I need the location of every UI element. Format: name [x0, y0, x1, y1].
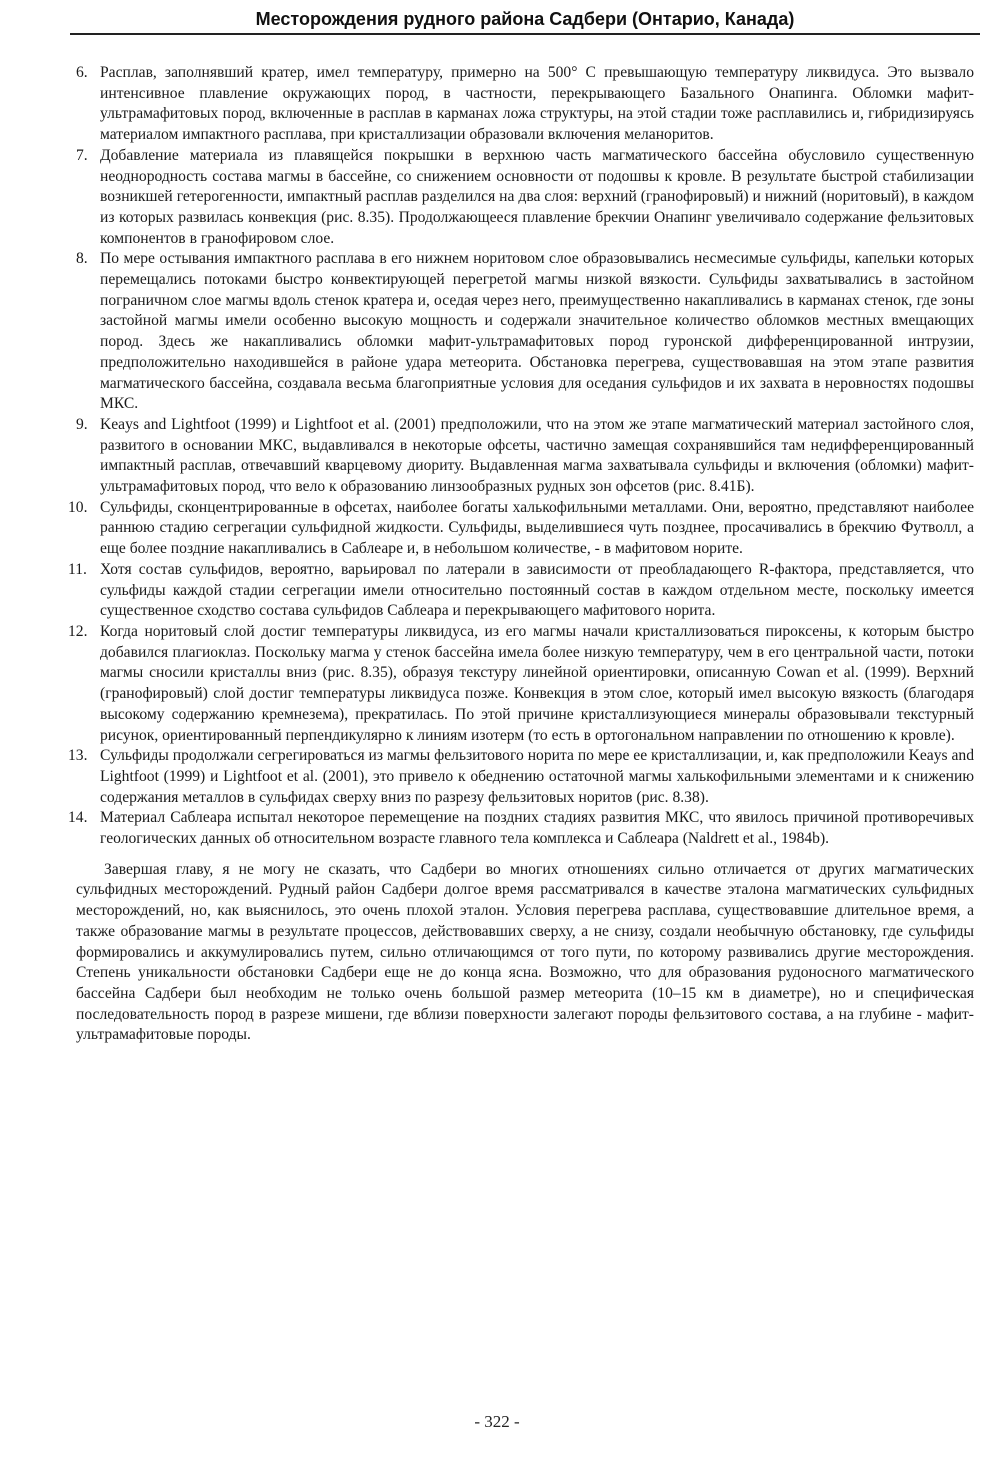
- item-number: 6.: [76, 64, 88, 81]
- list-item: [76, 249, 974, 415]
- item-text: Материал Саблеара испытал некоторое перемещение на поздних стадиях развития МКС, что явилось причиной противоречивых геологических данных об относительном возрасте главного тела комплекса и Саблеара (Naldrett et al., 1984b).: [100, 809, 974, 848]
- item-number: 9.: [76, 415, 88, 433]
- item-text: По мере остывания импактного расплава в его нижнем норитовом слое образовывались несмесимые сульфиды, капельки которых перемещались потоками быстро конвектирующей перегретой магмы низкой вязкости. Сульфиды захватывались в застойном пограничном слое магмы вдоль стенок кратера и, оседая через него, преимущественно накапливались в карманах стенок, где зоны застойной магмы имели особенно высокую мощность и содержали значительное количество обломков местных вмещающих пород. Здесь же накапливались обломки мафит-ультрамафитовых пород гуронской дифференцированной интрузии, предположительно находившейся в районе удара метеорита. Обстановка перегрева, существовавшая на этом этапе развития магматического бассейна, создавала весьма благоприятные условия для оседания сульфидов и их захвата в неровностях подошвы МКС.: [100, 250, 974, 413]
- item-number: 13.: [68, 747, 88, 765]
- item-number: 14.: [68, 809, 88, 827]
- list-item: [76, 63, 974, 146]
- item-text: Добавление материала из плавящейся покрышки в верхнюю часть магматического бассейна обусловило существенную неоднородность состава магмы в бассейне, со снижением основности от подошвы к кровле. В результате быстрой стабилизации возникшей гетерогенности, импактный расплав разделился на два слоя: верхний (гранофировый) и нижний (норитовый), в каждом из которых развилась конвекция (рис. 8.35). Продолжающееся плавление брекчии Онапинг увеличивало содержание фельзитовых компонентов в гранофировом слое.: [100, 146, 974, 247]
- item-number: 11.: [68, 560, 87, 578]
- list-item: [68, 560, 974, 622]
- list-item: [68, 622, 974, 746]
- list-item: [76, 415, 974, 498]
- header-rule: [70, 33, 980, 35]
- list-item: [76, 146, 974, 250]
- running-header: Месторождения рудного района Садбери (Онтарио, Канада): [255, 9, 795, 29]
- item-number: 7.: [76, 146, 88, 164]
- item-text: Сульфиды продолжали сегрегироваться из магмы фельзитового норита по мере ее кристаллизации, и, как предположили Keays and Lightfoot (1999) и Lightfoot et al. (2001), это привело к обеднению остаточной магмы халькофильными элементами и к снижению содержания металлов в сульфидах сверху вниз по разрезу фельзитовых норитов (рис. 8.38).: [100, 747, 974, 806]
- item-number: 8.: [76, 250, 88, 268]
- page-number: - 322 -: [474, 1412, 520, 1431]
- body-text: [68, 63, 974, 1046]
- closing-paragraph: Завершая главу, я не могу не сказать, что Садбери во многих отношениях сильно отличается от других магматических сульфидных месторождений. Рудный район Садбери долгое время рассматривался в качестве эталона магматических сульфидных месторождений, но, как выяснилось, это очень плохой эталон. Условия перегрева расплава, существовавшие длительное время, а также образование магмы в результате процессов, действовавших сверху, а не снизу, создали необычную обстановку, где сульфиды формировались и аккумулировались путем, сильно отличающимся от того пути, по которому развивались другие месторождения. Степень уникальности обстановки Садбери еще не до конца ясна. Возможно, что для образования рудоносного магматического бассейна Садбери был необходим не только очень большой размер метеорита (10–15 км в диаметре), но и специфическая последовательность пород в разрезе мишени, где вблизи поверхности залегают породы фельзитового состава, а на глубине - мафит-ультрамафитовые породы.: [76, 860, 974, 1044]
- item-text: Хотя состав сульфидов, вероятно, варьировал по латерали в зависимости от преобладающего R-фактора, представляется, что сульфиды каждой стадии сегрегации имели относительно постоянный состав в каждом отдельном месте, поскольку имеется существенное сходство состава сульфидов Саблеара и перекрывающего мафитового норита.: [100, 560, 974, 620]
- item-text: Расплав, заполнявший кратер, имел температуру, примерно на 500° С превышающую температуру ликвидуса. Это вызвало интенсивное плавление окружающих пород, в частности, перекрывающего Базального Онапинга. Обломки мафит-ультрамафитовых пород, включенные в расплав в карманах ложа структуры, на этой стадии тоже расплавились и, гибридизируясь материалом импактного расплава, при кристаллизации образовали включения меланоритов.: [100, 64, 974, 144]
- list-item: [68, 498, 974, 560]
- item-number: 10.: [68, 498, 88, 516]
- item-text: Keays and Lightfoot (1999) и Lightfoot et al. (2001) предположили, что на этом же этапе магматический материал застойного слоя, развитого в основании МКС, выдавливался в некоторые офсеты, частично замещая сохранявшийся там недифференцированный импактный расплав, отвечавший кварцевому диориту. Выдавленная магма захватывала сульфиды и включения (обломки) мафит-ультрамафитовых пород, что вело к образованию линзообразных рудных зон офсетов (рис. 8.41Б).: [100, 415, 974, 496]
- item-text: Когда норитовый слой достиг температуры ликвидуса, из его магмы начали кристаллизоваться пироксены, к которым быстро добавился плагиоклаз. Поскольку магма у стенок бассейна имела более низкую температуру, чем в его центральной части, потоки магмы сносили кристаллы вниз (рис. 8.35), образуя текстуру линейной ориентировки, описанную Cowan et al. (1999). Верхний (гранофировый) слой достиг температуры ликвидуса позже. Конвекция в этом слое, который имел высокую вязкость (благодаря высокому содержанию кремнезема), прекратилась. По этой причине кристаллизующиеся минералы образовывали текстурный рисунок, ориентированный перпендикулярно к линиям изотерм (то есть в ортогональном направлении по отношению к кровле).: [100, 622, 974, 744]
- list-item: [68, 808, 974, 849]
- item-text: Сульфиды, сконцентрированные в офсетах, наиболее богаты халькофильными металлами. Они, вероятно, представляют наиболее раннюю стадию сегрегации сульфидной жидкости. Сульфиды, выделившиеся чуть позднее, просачивались в брекчию Футволл, а еще более поздние накапливались в Саблеаре и, в небольшом количестве, - в мафитовом норите.: [100, 498, 974, 558]
- numbered-list: [68, 63, 974, 850]
- item-number: 12.: [68, 622, 88, 640]
- list-item: [68, 746, 974, 808]
